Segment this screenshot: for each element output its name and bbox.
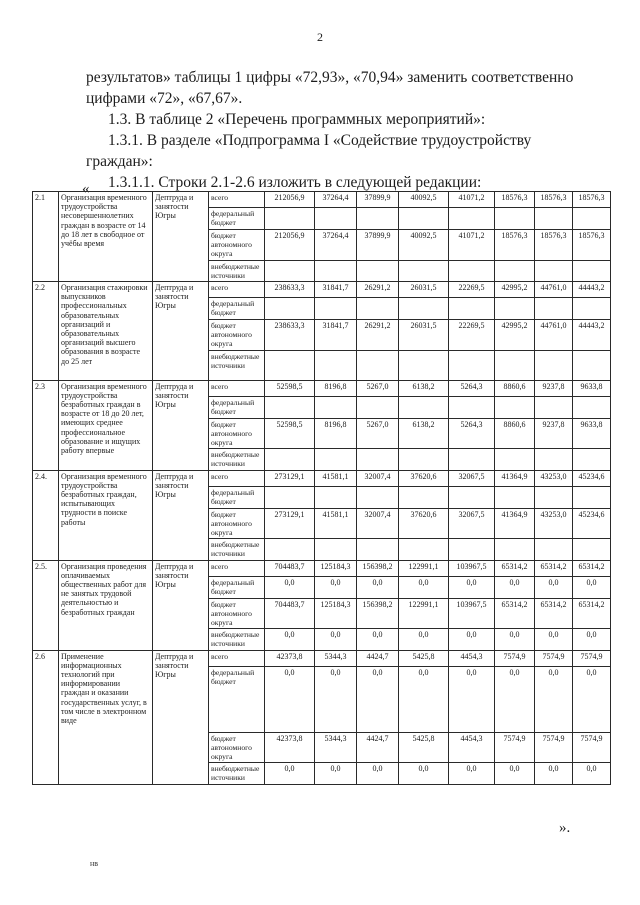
amount-cell: 65314,2	[573, 560, 611, 576]
amount-cell	[265, 350, 315, 380]
amount-cell	[535, 350, 573, 380]
amount-cell: 18576,3	[573, 192, 611, 208]
amount-cell: 37264,4	[315, 230, 357, 261]
amount-cell	[265, 449, 315, 470]
amount-cell: 41364,9	[495, 470, 535, 486]
amount-cell	[495, 208, 535, 230]
amount-cell	[535, 396, 573, 418]
funding-source: всего	[209, 282, 265, 298]
amount-cell: 122991,1	[399, 560, 449, 576]
program-table-body	[33, 192, 611, 785]
amount-cell: 103967,5	[449, 598, 495, 629]
amount-cell: 704483,7	[265, 560, 315, 576]
amount-cell: 0,0	[535, 763, 573, 784]
amount-cell: 9633,8	[573, 380, 611, 396]
amount-cell: 18576,3	[573, 230, 611, 261]
paragraph-6: 1.3.1.1. Строки 2.1-2.6 изложить в следующей редакции:	[108, 174, 482, 191]
amount-cell: 7574,9	[495, 650, 535, 666]
amount-cell	[573, 486, 611, 508]
amount-cell: 26031,5	[399, 282, 449, 298]
funding-source: бюджет автономного округа	[209, 320, 265, 351]
amount-cell: 125184,3	[315, 598, 357, 629]
amount-cell	[357, 260, 399, 281]
amount-cell	[535, 260, 573, 281]
amount-cell: 37899,9	[357, 192, 399, 208]
amount-cell	[265, 539, 315, 560]
amount-cell: 0,0	[535, 666, 573, 732]
table-row	[33, 650, 611, 666]
amount-cell: 5425,8	[399, 650, 449, 666]
amount-cell	[357, 486, 399, 508]
amount-cell: 5267,0	[357, 418, 399, 449]
amount-cell: 0,0	[535, 629, 573, 650]
amount-cell: 0,0	[357, 763, 399, 784]
amount-cell: 44443,2	[573, 282, 611, 298]
table-row	[33, 282, 611, 298]
funding-source: всего	[209, 380, 265, 396]
funding-source: бюджет автономного округа	[209, 418, 265, 449]
executor: Дептруда и занятости Югры	[153, 192, 209, 282]
amount-cell	[315, 350, 357, 380]
funding-source: федеральный бюджет	[209, 396, 265, 418]
amount-cell	[265, 298, 315, 320]
amount-cell: 44761,0	[535, 282, 573, 298]
amount-cell: 9633,8	[573, 418, 611, 449]
amount-cell: 32007,4	[357, 470, 399, 486]
amount-cell: 32067,5	[449, 470, 495, 486]
amount-cell: 7574,9	[535, 650, 573, 666]
amount-cell	[315, 449, 357, 470]
amount-cell	[495, 396, 535, 418]
amount-cell	[399, 208, 449, 230]
opening-quote: «	[82, 181, 90, 197]
amount-cell: 704483,7	[265, 598, 315, 629]
amount-cell: 0,0	[449, 576, 495, 598]
amount-cell: 212056,9	[265, 230, 315, 261]
amount-cell: 22269,5	[449, 320, 495, 351]
amount-cell: 22269,5	[449, 282, 495, 298]
amount-cell: 40092,5	[399, 230, 449, 261]
amount-cell: 0,0	[573, 629, 611, 650]
amount-cell: 0,0	[265, 763, 315, 784]
amount-cell	[573, 396, 611, 418]
amount-cell: 8860,6	[495, 380, 535, 396]
executor: Дептруда и занятости Югры	[153, 380, 209, 470]
amount-cell: 4454,3	[449, 732, 495, 763]
amount-cell: 41581,1	[315, 508, 357, 539]
activity-name: Организация временного трудоустройства безработных граждан, испытывающих трудности в поиске работы	[59, 470, 153, 560]
amount-cell: 37264,4	[315, 192, 357, 208]
amount-cell: 0,0	[399, 629, 449, 650]
amount-cell: 0,0	[357, 629, 399, 650]
amount-cell: 238633,3	[265, 282, 315, 298]
activity-name: Организация временного трудоустройства безработных граждан в возрасте от 18 до 20 лет, имеющих среднее профессиональное образование и ищущих работу впервые	[59, 380, 153, 470]
amount-cell: 52598,5	[265, 380, 315, 396]
amount-cell: 41071,2	[449, 230, 495, 261]
amount-cell	[357, 396, 399, 418]
amount-cell: 18576,3	[495, 192, 535, 208]
funding-source: всего	[209, 560, 265, 576]
amount-cell: 0,0	[399, 576, 449, 598]
amount-cell: 122991,1	[399, 598, 449, 629]
amount-cell	[495, 260, 535, 281]
amount-cell: 45234,6	[573, 470, 611, 486]
amount-cell	[573, 298, 611, 320]
amount-cell	[449, 396, 495, 418]
amount-cell: 42373,8	[265, 732, 315, 763]
amount-cell	[573, 449, 611, 470]
paragraph-3: 1.3. В таблице 2 «Перечень программных мероприятий»:	[108, 111, 486, 128]
amount-cell	[535, 449, 573, 470]
amount-cell	[265, 486, 315, 508]
funding-source: федеральный бюджет	[209, 298, 265, 320]
amount-cell: 42995,2	[495, 282, 535, 298]
amount-cell: 4424,7	[357, 650, 399, 666]
amount-cell: 18576,3	[495, 230, 535, 261]
amount-cell: 0,0	[495, 576, 535, 598]
amount-cell	[449, 539, 495, 560]
amount-cell: 7574,9	[573, 732, 611, 763]
amount-cell: 65314,2	[573, 598, 611, 629]
amount-cell	[315, 260, 357, 281]
executor: Дептруда и занятости Югры	[153, 650, 209, 784]
amount-cell: 0,0	[357, 576, 399, 598]
amount-cell	[535, 208, 573, 230]
amount-cell	[399, 539, 449, 560]
amount-cell: 32067,5	[449, 508, 495, 539]
amount-cell: 0,0	[495, 666, 535, 732]
amount-cell: 8196,8	[315, 418, 357, 449]
amount-cell	[357, 350, 399, 380]
amount-cell	[265, 208, 315, 230]
amount-cell: 8196,8	[315, 380, 357, 396]
amount-cell	[449, 298, 495, 320]
amount-cell	[265, 396, 315, 418]
amount-cell: 0,0	[357, 666, 399, 732]
amount-cell	[495, 449, 535, 470]
amount-cell	[449, 486, 495, 508]
amount-cell: 52598,5	[265, 418, 315, 449]
funding-source: федеральный бюджет	[209, 208, 265, 230]
row-number: 2.2	[33, 282, 59, 381]
funding-source: всего	[209, 192, 265, 208]
row-number: 2.1	[33, 192, 59, 282]
funding-source: бюджет автономного округа	[209, 230, 265, 261]
row-number: 2.5.	[33, 560, 59, 650]
amount-cell: 6138,2	[399, 380, 449, 396]
amount-cell: 44761,0	[535, 320, 573, 351]
amount-cell	[357, 449, 399, 470]
amount-cell: 103967,5	[449, 560, 495, 576]
funding-source: федеральный бюджет	[209, 666, 265, 732]
funding-source: внебюджетные источники	[209, 260, 265, 281]
amount-cell: 32007,4	[357, 508, 399, 539]
funding-source: бюджет автономного округа	[209, 732, 265, 763]
amount-cell: 5425,8	[399, 732, 449, 763]
amount-cell	[535, 539, 573, 560]
amount-cell: 5264,3	[449, 418, 495, 449]
amount-cell	[357, 298, 399, 320]
amount-cell: 4454,3	[449, 650, 495, 666]
funding-source: всего	[209, 470, 265, 486]
amount-cell: 7574,9	[535, 732, 573, 763]
amount-cell: 125184,3	[315, 560, 357, 576]
amount-cell: 18576,3	[535, 192, 573, 208]
amount-cell: 5267,0	[357, 380, 399, 396]
amount-cell	[315, 396, 357, 418]
amount-cell	[399, 449, 449, 470]
amount-cell: 0,0	[449, 666, 495, 732]
executor: Дептруда и занятости Югры	[153, 282, 209, 381]
funding-source: федеральный бюджет	[209, 576, 265, 598]
amount-cell: 43253,0	[535, 470, 573, 486]
amount-cell: 45234,6	[573, 508, 611, 539]
amount-cell	[357, 208, 399, 230]
amount-cell	[573, 208, 611, 230]
amount-cell: 65314,2	[495, 598, 535, 629]
amount-cell: 0,0	[399, 666, 449, 732]
amount-cell: 0,0	[495, 763, 535, 784]
page-number: 2	[317, 30, 323, 44]
amount-cell: 0,0	[449, 763, 495, 784]
amount-cell	[495, 539, 535, 560]
activity-name: Организация временного трудоустройства несовершеннолетних граждан в возрасте от 14 до 18 лет в свободное от учёбы время	[59, 192, 153, 282]
amount-cell	[315, 298, 357, 320]
amount-cell: 44443,2	[573, 320, 611, 351]
table-row	[33, 560, 611, 576]
amount-cell: 65314,2	[535, 560, 573, 576]
amount-cell	[449, 208, 495, 230]
amount-cell: 0,0	[573, 763, 611, 784]
funding-source: внебюджетные источники	[209, 449, 265, 470]
closing-quote: ».	[559, 820, 571, 836]
funding-source: внебюджетные источники	[209, 629, 265, 650]
amount-cell: 0,0	[315, 763, 357, 784]
activity-name: Организация проведения оплачиваемых общественных работ для не занятых трудовой деятельностью и безработных граждан	[59, 560, 153, 650]
amount-cell: 0,0	[449, 629, 495, 650]
amount-cell: 238633,3	[265, 320, 315, 351]
amount-cell	[399, 396, 449, 418]
amount-cell: 9237,8	[535, 380, 573, 396]
amount-cell: 43253,0	[535, 508, 573, 539]
paragraph-1: результатов» таблицы 1 цифры «72,93», «70,94» заменить соответственно	[86, 69, 574, 86]
amount-cell	[449, 350, 495, 380]
amount-cell	[449, 260, 495, 281]
amount-cell	[399, 486, 449, 508]
table-row	[33, 192, 611, 208]
amount-cell: 156398,2	[357, 598, 399, 629]
activity-name: Организация стажировки выпускников профессиональных образовательных организаций и образовательных организаций высшего образования в возрасте до 25 лет	[59, 282, 153, 381]
amount-cell: 0,0	[315, 666, 357, 732]
amount-cell: 5344,3	[315, 650, 357, 666]
executor: Дептруда и занятости Югры	[153, 560, 209, 650]
amount-cell	[495, 350, 535, 380]
paragraph-4: 1.3.1. В разделе «Подпрограмма I «Содействие трудоустройству	[108, 132, 532, 149]
funding-source: бюджет автономного округа	[209, 598, 265, 629]
amount-cell: 37620,6	[399, 508, 449, 539]
amount-cell: 41581,1	[315, 470, 357, 486]
amount-cell: 0,0	[265, 576, 315, 598]
amount-cell	[399, 298, 449, 320]
funding-source: федеральный бюджет	[209, 486, 265, 508]
funding-source: внебюджетные источники	[209, 350, 265, 380]
amount-cell: 18576,3	[535, 230, 573, 261]
amount-cell: 0,0	[573, 576, 611, 598]
amount-cell	[265, 260, 315, 281]
amount-cell: 4424,7	[357, 732, 399, 763]
amount-cell: 8860,6	[495, 418, 535, 449]
footer-code: нв	[90, 859, 99, 868]
amount-cell: 273129,1	[265, 508, 315, 539]
amount-cell: 41364,9	[495, 508, 535, 539]
row-number: 2.4.	[33, 470, 59, 560]
amount-cell	[357, 539, 399, 560]
row-number: 2.3	[33, 380, 59, 470]
amount-cell: 26291,2	[357, 320, 399, 351]
paragraph-2: цифрами «72», «67,67».	[86, 90, 243, 107]
amount-cell: 37899,9	[357, 230, 399, 261]
amount-cell: 41071,2	[449, 192, 495, 208]
amount-cell: 37620,6	[399, 470, 449, 486]
executor: Дептруда и занятости Югры	[153, 470, 209, 560]
amount-cell: 0,0	[315, 576, 357, 598]
amount-cell	[399, 260, 449, 281]
amount-cell: 0,0	[265, 629, 315, 650]
amount-cell: 31841,7	[315, 282, 357, 298]
activity-name: Применение информационных технологий при информировании граждан и оказании государственных услуг, в том числе в электронном виде	[59, 650, 153, 784]
amount-cell	[449, 449, 495, 470]
amount-cell: 156398,2	[357, 560, 399, 576]
amount-cell: 0,0	[495, 629, 535, 650]
amount-cell	[535, 298, 573, 320]
amount-cell: 5344,3	[315, 732, 357, 763]
funding-source: внебюджетные источники	[209, 539, 265, 560]
amount-cell: 7574,9	[495, 732, 535, 763]
amount-cell: 9237,8	[535, 418, 573, 449]
funding-source: всего	[209, 650, 265, 666]
amount-cell: 6138,2	[399, 418, 449, 449]
amount-cell: 42995,2	[495, 320, 535, 351]
table-row	[33, 470, 611, 486]
amount-cell: 65314,2	[495, 560, 535, 576]
amount-cell: 26291,2	[357, 282, 399, 298]
amount-cell: 0,0	[573, 666, 611, 732]
row-number: 2.6	[33, 650, 59, 784]
amount-cell: 31841,7	[315, 320, 357, 351]
amount-cell	[315, 486, 357, 508]
amount-cell: 0,0	[265, 666, 315, 732]
amount-cell	[495, 486, 535, 508]
amount-cell	[315, 208, 357, 230]
amount-cell	[573, 260, 611, 281]
amount-cell	[315, 539, 357, 560]
amount-cell: 26031,5	[399, 320, 449, 351]
amount-cell: 273129,1	[265, 470, 315, 486]
amount-cell: 5264,3	[449, 380, 495, 396]
amount-cell: 0,0	[535, 576, 573, 598]
amount-cell	[573, 539, 611, 560]
amount-cell: 0,0	[399, 763, 449, 784]
amount-cell: 65314,2	[535, 598, 573, 629]
amount-cell	[399, 350, 449, 380]
table-row	[33, 380, 611, 396]
funding-source: внебюджетные источники	[209, 763, 265, 784]
amount-cell: 212056,9	[265, 192, 315, 208]
funding-source: бюджет автономного округа	[209, 508, 265, 539]
amount-cell: 7574,9	[573, 650, 611, 666]
amount-cell: 0,0	[315, 629, 357, 650]
amount-cell	[535, 486, 573, 508]
amount-cell: 42373,8	[265, 650, 315, 666]
amount-cell	[573, 350, 611, 380]
program-table	[32, 191, 611, 785]
amount-cell	[495, 298, 535, 320]
amount-cell: 40092,5	[399, 192, 449, 208]
paragraph-5: граждан»:	[86, 153, 153, 170]
